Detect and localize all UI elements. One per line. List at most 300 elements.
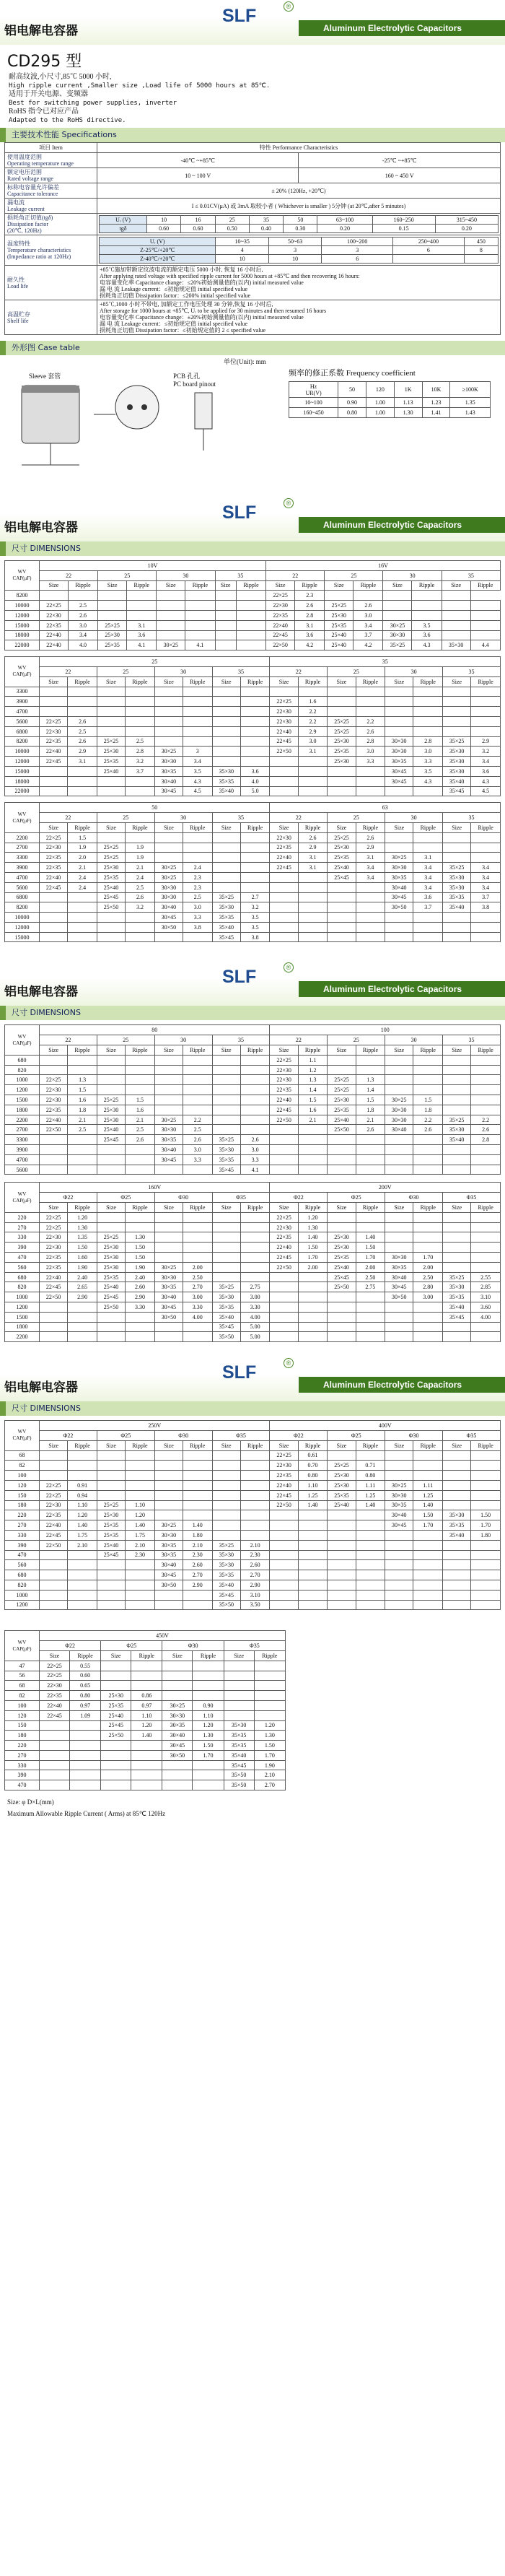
section-header: 尺寸 DIMENSIONS xyxy=(0,541,505,556)
capacitance-cell: 220 xyxy=(5,1741,40,1751)
value-cell: 35×45 xyxy=(212,1165,240,1175)
value-cell xyxy=(97,1471,125,1481)
value-cell: 22×30 xyxy=(40,610,69,620)
value-cell xyxy=(385,1085,413,1095)
table-row xyxy=(5,1731,286,1741)
value-cell xyxy=(97,1600,125,1610)
table-row xyxy=(5,1750,286,1760)
value-cell xyxy=(162,1691,193,1701)
diameter-head: 35 xyxy=(442,570,500,580)
value-cell: 25×45 xyxy=(101,1720,131,1731)
size-head: Size xyxy=(385,676,413,687)
value-cell xyxy=(185,591,215,601)
value-cell xyxy=(471,1322,501,1332)
value-cell: 25×25 xyxy=(97,853,125,863)
value-cell xyxy=(413,843,443,853)
value-cell: 22×30 xyxy=(40,843,68,853)
value-cell xyxy=(97,1461,125,1471)
table-corner xyxy=(5,1631,40,1661)
value-cell: 30×35 xyxy=(154,1135,183,1145)
value-cell: 2.4 xyxy=(183,863,213,873)
value-cell: 1.10 xyxy=(131,1710,162,1720)
value-cell: 2.5 xyxy=(126,736,155,747)
value-cell: 25×40 xyxy=(97,766,125,776)
size-head: Size xyxy=(328,1440,356,1450)
ripple-head: Ripple xyxy=(471,1203,501,1213)
value-cell xyxy=(443,1232,471,1243)
value-cell xyxy=(443,932,471,942)
value-cell xyxy=(68,1065,97,1075)
sub-cell: 10 xyxy=(216,255,268,264)
spec-line: +85℃,1000 小时不带电, 加额定工作电压处理 30 分钟,恢复 16 小时后, xyxy=(100,301,273,308)
ripple-head: Ripple xyxy=(126,676,155,687)
size-head: Size xyxy=(383,580,412,591)
value-cell: 30×30 xyxy=(154,1272,183,1282)
table-corner xyxy=(5,1183,40,1212)
value-cell xyxy=(443,1055,471,1065)
value-cell: 3.2 xyxy=(126,757,155,767)
value-cell xyxy=(212,882,240,892)
value-cell xyxy=(270,1292,298,1302)
value-cell xyxy=(354,591,383,601)
capacitance-cell: 180 xyxy=(5,1500,40,1510)
value-cell: 4.1 xyxy=(240,1165,270,1175)
capacitance-cell: 68 xyxy=(5,1681,40,1691)
value-cell xyxy=(126,1480,155,1490)
value-cell: 2.8 xyxy=(295,610,325,620)
value-cell: 25×40 xyxy=(97,882,125,892)
value-cell xyxy=(470,601,500,611)
value-cell xyxy=(40,687,68,697)
value-cell: 1.25 xyxy=(413,1490,443,1500)
value-cell xyxy=(270,1550,298,1560)
value-cell: 5.00 xyxy=(240,1332,270,1342)
sub-cell: 4 xyxy=(216,246,268,255)
value-cell: 2.2 xyxy=(356,716,385,726)
value-cell: 3.50 xyxy=(240,1600,270,1610)
freq-head: ≥100K xyxy=(450,382,491,398)
capacitance-cell: 150 xyxy=(5,1490,40,1500)
capacitance-cell: 100 xyxy=(5,1700,40,1710)
value-cell: 1.20 xyxy=(68,1510,97,1520)
value-cell: 4.2 xyxy=(295,640,325,650)
value-cell: 35×45 xyxy=(212,932,240,942)
value-cell: 2.40 xyxy=(68,1272,97,1282)
value-cell: 2.2 xyxy=(298,716,328,726)
value-cell xyxy=(356,1154,385,1165)
value-cell xyxy=(40,902,68,913)
value-cell: 2.00 xyxy=(356,1262,385,1272)
value-cell: 3.0 xyxy=(356,747,385,757)
value-cell: 25×30 xyxy=(97,1115,125,1125)
value-cell: 1.20 xyxy=(131,1720,162,1731)
capacitance-cell: 390 xyxy=(5,1243,40,1253)
value-cell: 0.86 xyxy=(131,1691,162,1701)
value-cell: 2.8 xyxy=(413,736,443,747)
value-cell: 1.70 xyxy=(193,1750,224,1760)
value-cell: 3.4 xyxy=(354,620,383,630)
value-cell: 35×35 xyxy=(224,1741,254,1751)
value-cell: 35×30 xyxy=(442,640,470,650)
dimensions-table xyxy=(4,560,501,650)
value-cell: 22×40 xyxy=(270,853,298,863)
value-cell xyxy=(97,1570,125,1580)
value-cell: 22×50 xyxy=(270,1500,298,1510)
value-cell xyxy=(154,1450,183,1461)
value-cell: 22×25 xyxy=(40,1222,68,1232)
value-cell xyxy=(240,687,270,697)
value-cell: 35×25 xyxy=(383,640,412,650)
corner-cap: CAP(μF) xyxy=(12,1040,32,1046)
table-row xyxy=(5,697,501,707)
value-cell: 30×35 xyxy=(385,1262,413,1272)
table-row xyxy=(5,1580,501,1590)
value-cell: 25×35 xyxy=(97,757,125,767)
value-cell xyxy=(443,1590,471,1600)
size-head: Size xyxy=(224,1650,254,1661)
capacitance-cell: 56 xyxy=(5,1671,40,1681)
value-cell: 35×25 xyxy=(443,1115,471,1125)
value-cell xyxy=(385,1232,413,1243)
feature-list xyxy=(0,73,505,128)
value-cell xyxy=(157,610,185,620)
capacitance-cell: 1000 xyxy=(5,1075,40,1085)
table-row xyxy=(5,843,501,853)
capacitance-cell: 15000 xyxy=(5,766,40,776)
value-cell: 30×30 xyxy=(154,757,183,767)
freq-cell: 0.80 xyxy=(338,408,366,418)
voltage-head: 16V xyxy=(266,561,501,571)
value-cell: 35×30 xyxy=(212,1560,240,1570)
value-cell: 3.1 xyxy=(413,853,443,863)
value-cell: 2.8 xyxy=(126,747,155,757)
freq-cell: 1.00 xyxy=(366,408,394,418)
value-cell xyxy=(471,697,501,707)
diameter-head: 22 xyxy=(270,666,328,676)
value-cell xyxy=(40,932,68,942)
corner-wv: WV xyxy=(17,1429,27,1435)
value-cell xyxy=(236,630,265,640)
value-cell xyxy=(471,1165,501,1175)
value-cell xyxy=(412,601,442,611)
voltage-head: 250V xyxy=(40,1421,270,1431)
size-head: Size xyxy=(443,676,471,687)
value-cell: 22×35 xyxy=(270,1232,298,1243)
value-cell xyxy=(40,1165,68,1175)
value-cell xyxy=(328,1312,356,1322)
spec-label: 标称电容量允许偏差 Capacitance tolerance xyxy=(5,183,97,199)
size-head: Size xyxy=(443,1045,471,1056)
value-cell: 35×40 xyxy=(443,1302,471,1313)
table-row xyxy=(5,1671,286,1681)
diameter-head: 30 xyxy=(385,1035,443,1045)
value-cell xyxy=(240,853,270,863)
value-cell xyxy=(212,726,240,736)
capacitance-cell: 2200 xyxy=(5,1332,40,1342)
case-area xyxy=(0,355,505,477)
ripple-head: Ripple xyxy=(68,822,97,832)
value-cell xyxy=(126,1332,155,1342)
value-cell: 2.50 xyxy=(356,1272,385,1282)
sub-cell: 0.20 xyxy=(435,225,498,233)
value-cell xyxy=(328,1450,356,1461)
value-cell xyxy=(126,932,155,942)
value-cell xyxy=(193,1661,224,1671)
value-cell xyxy=(413,1550,443,1560)
value-cell xyxy=(413,1540,443,1550)
value-cell: 2.80 xyxy=(413,1282,443,1292)
value-cell xyxy=(40,1580,68,1590)
value-cell: 1.9 xyxy=(126,853,155,863)
value-cell xyxy=(385,1600,413,1610)
value-cell: 25×30 xyxy=(328,1232,356,1243)
value-cell xyxy=(328,1332,356,1342)
value-cell: 2.0 xyxy=(68,853,97,863)
sub-cell: 0.30 xyxy=(284,225,317,233)
size-head: Size xyxy=(385,1440,413,1450)
value-cell: 4.2 xyxy=(354,640,383,650)
value-cell: 2.40 xyxy=(126,1272,155,1282)
spec-label: 损耗角正切值(tgδ) Dissipation factor (20℃, 120Hz) xyxy=(5,214,97,235)
sub-cell: 16 xyxy=(181,216,215,225)
value-cell xyxy=(240,1450,270,1461)
value-cell xyxy=(183,1510,213,1520)
value-cell: 3.7 xyxy=(413,902,443,913)
value-cell: 30×45 xyxy=(154,1570,183,1580)
value-cell: 1.9 xyxy=(126,843,155,853)
value-cell xyxy=(254,1710,285,1720)
value-cell xyxy=(127,610,157,620)
value-cell xyxy=(240,1490,270,1500)
value-cell xyxy=(356,1055,385,1065)
value-cell xyxy=(328,922,356,932)
table-row xyxy=(5,1480,501,1490)
spec-line: After storage for 1000 hours at +85℃, Uᵣ to be applied for 30 minutes and then resumed 16 hours xyxy=(100,308,327,314)
size-head: Size xyxy=(212,1440,240,1450)
value-cell xyxy=(413,1165,443,1175)
size-head: Size xyxy=(40,1650,70,1661)
value-cell xyxy=(97,1055,125,1065)
value-cell xyxy=(385,922,413,932)
capacitance-cell: 4700 xyxy=(5,707,40,717)
sub-cell: 3 xyxy=(268,246,321,255)
value-cell: 3.0 xyxy=(413,747,443,757)
value-cell xyxy=(356,1165,385,1175)
size-head: Size xyxy=(40,822,68,832)
value-cell: 30×30 xyxy=(154,892,183,902)
value-cell xyxy=(40,1770,70,1780)
ripple-head: Ripple xyxy=(254,1650,285,1661)
value-cell: 1.30 xyxy=(126,1232,155,1243)
value-cell xyxy=(471,1212,501,1222)
value-cell xyxy=(131,1750,162,1760)
diameter-head: 35 xyxy=(212,666,270,676)
ripple-head: Ripple xyxy=(68,1203,97,1213)
value-cell: 0.90 xyxy=(193,1700,224,1710)
value-cell xyxy=(298,1292,328,1302)
value-cell xyxy=(154,1095,183,1105)
value-cell xyxy=(212,716,240,726)
table-row xyxy=(5,1105,501,1115)
value-cell: 2.60 xyxy=(240,1560,270,1570)
value-cell xyxy=(126,1065,155,1075)
voltage-head: 50 xyxy=(40,803,270,813)
value-cell xyxy=(270,1154,298,1165)
value-cell xyxy=(224,1710,254,1720)
value-cell: 4.3 xyxy=(471,776,501,786)
diameter-head: 22 xyxy=(40,1035,97,1045)
ripple-head: Ripple xyxy=(298,1203,328,1213)
capacitance-cell: 82 xyxy=(5,1691,40,1701)
value-cell xyxy=(40,776,68,786)
value-cell xyxy=(413,1580,443,1590)
value-cell: 1.50 xyxy=(471,1510,501,1520)
value-cell: 25×30 xyxy=(98,630,127,640)
value-cell xyxy=(443,716,471,726)
value-cell: 2.4 xyxy=(68,882,97,892)
value-cell: 30×50 xyxy=(154,1580,183,1590)
value-cell: 0.60 xyxy=(69,1671,100,1681)
ripple-head: Ripple xyxy=(356,1203,385,1213)
value-cell: 30×30 xyxy=(385,1105,413,1115)
slf-logo: SLF xyxy=(222,967,257,988)
diameter-head: 22 xyxy=(40,666,97,676)
table-row xyxy=(5,1212,501,1222)
value-cell xyxy=(97,832,125,843)
value-cell: 2.1 xyxy=(126,1115,155,1125)
value-cell: 25×30 xyxy=(328,1243,356,1253)
value-cell xyxy=(270,1135,298,1145)
value-cell xyxy=(40,1780,70,1790)
value-cell: 3.1 xyxy=(356,853,385,863)
value-cell xyxy=(154,736,183,747)
value-cell: 2.6 xyxy=(356,726,385,736)
value-cell xyxy=(126,1075,155,1085)
sub-cell: 10 xyxy=(268,255,321,264)
value-cell xyxy=(154,1165,183,1175)
value-cell xyxy=(356,766,385,776)
value-cell: 3.3 xyxy=(183,913,213,923)
value-cell: 3.30 xyxy=(183,1302,213,1313)
value-cell: 4.5 xyxy=(183,786,213,796)
value-cell: 30×25 xyxy=(385,1095,413,1105)
table-row xyxy=(5,1681,286,1691)
value-cell xyxy=(240,843,270,853)
value-cell xyxy=(183,1095,213,1105)
value-cell xyxy=(443,1075,471,1085)
ripple-head: Ripple xyxy=(471,822,501,832)
value-cell xyxy=(356,1560,385,1570)
value-cell xyxy=(443,687,471,697)
capacitance-cell: 18000 xyxy=(5,776,40,786)
value-cell xyxy=(328,1055,356,1065)
value-cell: 1.70 xyxy=(356,1253,385,1263)
value-cell xyxy=(298,1580,328,1590)
value-cell: 1.70 xyxy=(413,1253,443,1263)
value-cell xyxy=(69,1731,100,1741)
value-cell xyxy=(413,707,443,717)
value-cell xyxy=(413,932,443,942)
value-cell: 0.97 xyxy=(69,1700,100,1710)
table-row xyxy=(5,1282,501,1292)
value-cell: 0.61 xyxy=(298,1450,328,1461)
value-cell xyxy=(254,1700,285,1710)
table-row xyxy=(5,1165,501,1175)
value-cell xyxy=(328,776,356,786)
value-cell: 22×25 xyxy=(270,1450,298,1461)
value-cell: 22×30 xyxy=(40,726,68,736)
value-cell xyxy=(413,1450,443,1461)
value-cell: 1.20 xyxy=(193,1720,224,1731)
value-cell xyxy=(212,1272,240,1282)
value-cell xyxy=(413,1085,443,1095)
value-cell: 2.9 xyxy=(298,843,328,853)
freq-head: 1K xyxy=(394,382,422,398)
value-cell xyxy=(183,1222,213,1232)
value-cell: 3.4 xyxy=(471,882,501,892)
value-cell: 3.7 xyxy=(126,766,155,776)
value-cell: 2.60 xyxy=(126,1282,155,1292)
spec-item-head: 项目 Item xyxy=(5,143,97,153)
value-cell: 1.20 xyxy=(254,1720,285,1731)
page-header xyxy=(0,0,505,45)
table-row xyxy=(5,687,501,697)
value-cell: 22×40 xyxy=(40,1700,70,1710)
value-cell: 22×35 xyxy=(270,1471,298,1481)
value-cell xyxy=(471,913,501,923)
sub-cell: 3 xyxy=(322,246,393,255)
value-cell: 25×35 xyxy=(98,640,127,650)
value-cell: 3.7 xyxy=(354,630,383,640)
value-cell xyxy=(212,1115,240,1125)
diameter-head: 30 xyxy=(385,666,443,676)
value-cell xyxy=(356,1510,385,1520)
value-cell: 1.30 xyxy=(193,1731,224,1741)
value-cell: 2.2 xyxy=(298,707,328,717)
value-cell: 1.80 xyxy=(183,1530,213,1540)
value-cell: 3.4 xyxy=(413,863,443,873)
capacitance-cell: 390 xyxy=(5,1540,40,1550)
value-cell: 35×25 xyxy=(212,892,240,902)
value-cell: 22×35 xyxy=(40,736,68,747)
value-cell: 22×40 xyxy=(40,640,69,650)
value-cell: 3.1 xyxy=(127,620,157,630)
value-cell xyxy=(240,747,270,757)
table-row xyxy=(5,747,501,757)
value-cell: 30×35 xyxy=(385,872,413,882)
value-cell xyxy=(162,1780,193,1790)
value-cell: 4.00 xyxy=(183,1312,213,1322)
value-cell xyxy=(240,1065,270,1075)
value-cell: 22×25 xyxy=(270,1055,298,1065)
value-cell xyxy=(356,1580,385,1590)
freq-cell: 1.23 xyxy=(422,398,450,408)
ripple-head: Ripple xyxy=(471,1440,501,1450)
value-cell: 3.4 xyxy=(68,630,97,640)
value-cell xyxy=(127,591,157,601)
value-cell xyxy=(193,1770,224,1780)
size-head: Size xyxy=(40,1045,68,1056)
spec-line: 损耗角正切值 Dissipation factor：≤初始规定值的 2 ≤ specified value xyxy=(100,327,266,334)
value-cell xyxy=(413,1075,443,1085)
value-cell xyxy=(224,1661,254,1671)
diameter-head: Φ35 xyxy=(443,1193,501,1203)
value-cell xyxy=(443,1480,471,1490)
value-cell xyxy=(131,1760,162,1770)
capacitance-cell: 220 xyxy=(5,1212,40,1222)
value-cell: 1.09 xyxy=(69,1710,100,1720)
value-cell xyxy=(471,707,501,717)
